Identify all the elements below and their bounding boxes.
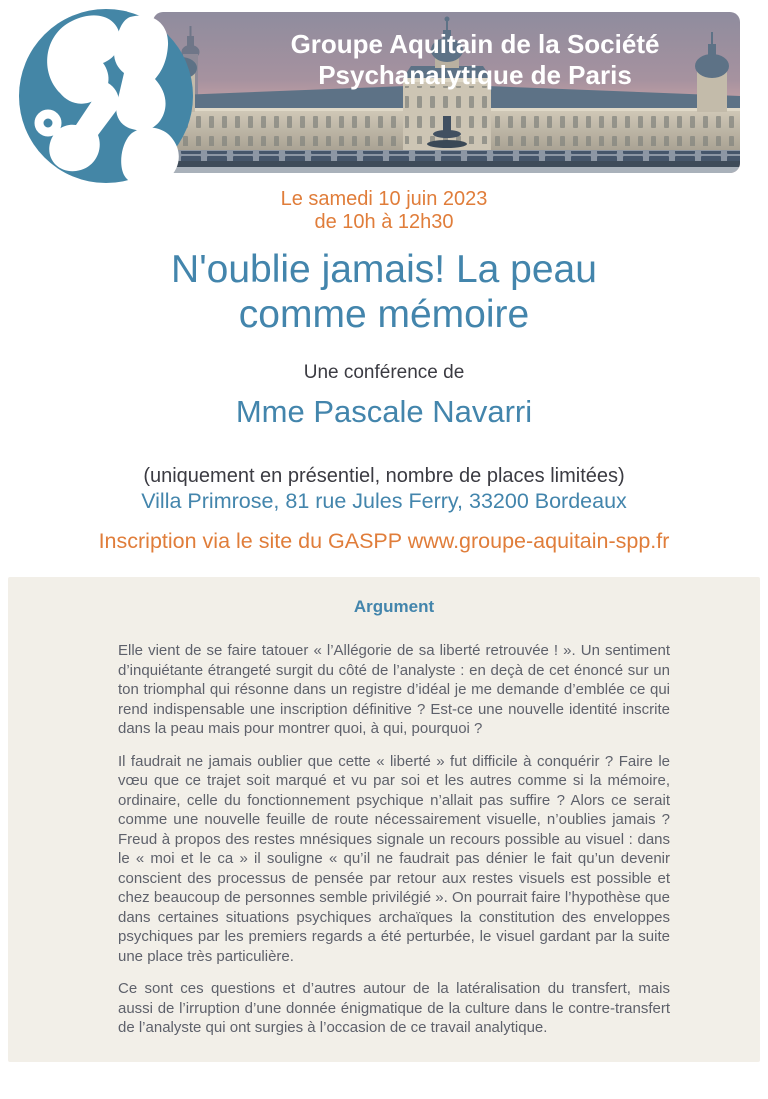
acrobat-figure-icon <box>12 0 202 192</box>
event-date: Le samedi 10 juin 2023 <box>280 188 488 210</box>
argument-paragraph: Il faudrait ne jamais oublier que cette « liberté » fut difficile à conquérir ? Faire le vœu que ce trajet soit marqué et vu par soi et les autres comme si la mémoire, ordinaire, celle du fonctionnement psychique n’allait pas suffire ? Alors ce serait comme une nouvelle feuille de route nécessairement visuelle, n’oublies jamais ? Freud à propos des restes mnésiques signale un recours possible au visuel : dans le « moi et le ca » il souligne « qu’il ne faudrait pas dénier le fait qu’un devenir conscient des processus de pensée par retour aux restes visuels est possible et chez beaucoup de personnes semble privilégié ». On pourrait faire l’hypothèse que dans certaines situations psychiques archaïques la constitution des enveloppes psychiques par les premiers regards a été perturbée, le visuel gardant par la suite une place très particulière. <box>118 752 670 965</box>
header-banner <box>0 0 768 186</box>
event-title-line2: comme mémoire <box>238 293 530 336</box>
gaspp-logo-icon <box>12 0 202 192</box>
argument-paragraph: Ce sont ces questions et d’autres autour de la latéralisation du transfert, mais aussi de l’irruption d’une donnée énigmatique de la culture dans le contre-transfert de l’analyste qui ont surgies à l’occasion de ce travail analytique. <box>118 980 670 1036</box>
event-time: de 10h à 12h30 <box>314 211 454 233</box>
conference-intro: Une conférence de <box>303 362 465 383</box>
org-title <box>245 29 705 91</box>
event-title-line1: N'oublie jamais! La peau <box>171 248 597 291</box>
speaker-name: Mme Pascale Navarri <box>235 394 533 429</box>
attendance-note: (uniquement en présentiel, nombre de places limitées) <box>143 465 625 487</box>
argument-paragraph: Elle vient de se faire tatouer « l’Allégorie de sa liberté retrouvée ! ». Un sentiment d’inquiétante étrangeté surgit du côté de l’analyste : en deçà de cet énoncé sur un ton triomphal qui résonne dans un registre d’idéal je me demande d’emblée ce qui rend indispensable une inscription définitive ? Est-ce une nouvelle identité inscrite dans la peau mais pour montrer quoi, à qui, pourquoi ? <box>118 642 670 737</box>
event-datetime <box>0 188 768 234</box>
registration-note: Inscription via le site du GASPP www.groupe-aquitain-spp.fr <box>98 529 670 553</box>
org-title-line2: Psychanalytique de Paris <box>318 60 632 90</box>
org-title-line1: Groupe Aquitain de la Société <box>290 29 660 59</box>
venue-address: Villa Primrose, 81 rue Jules Ferry, 33200 Bordeaux <box>141 489 627 513</box>
argument-heading: Argument <box>353 597 435 616</box>
argument-box <box>8 577 760 1062</box>
event-title <box>0 247 768 337</box>
